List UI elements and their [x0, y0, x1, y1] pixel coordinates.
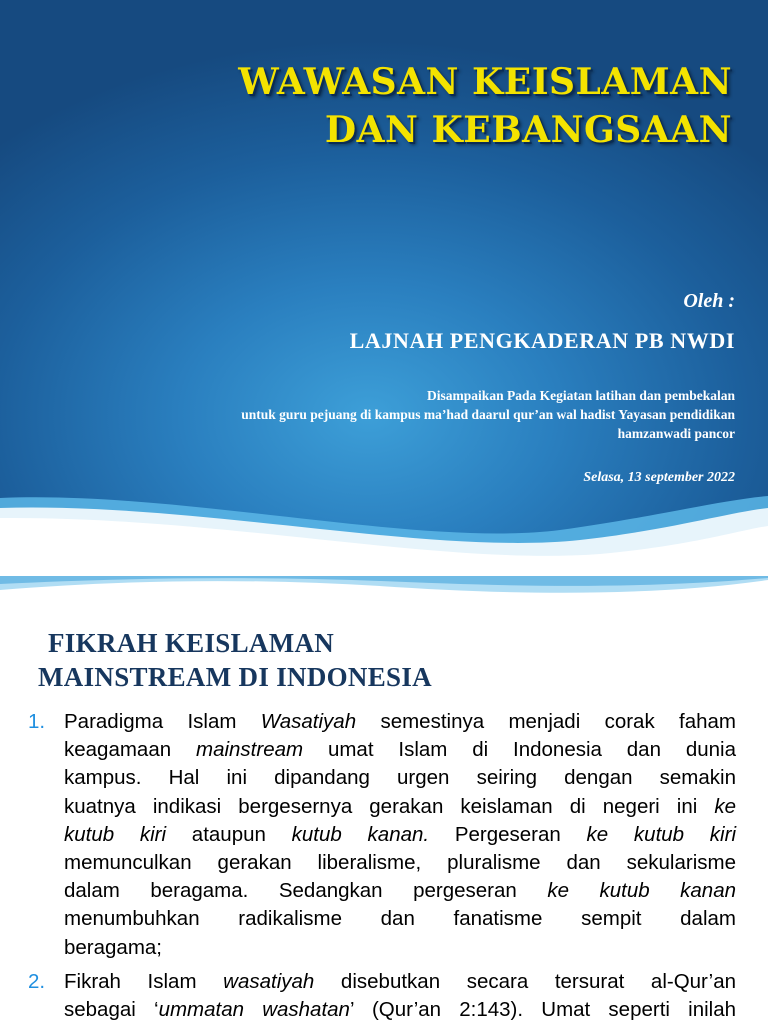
description-line-2: untuk guru pejuang di kampus ma’had daarul qur’an wal hadist Yayasan pendidikan: [241, 407, 735, 422]
italic-term: ke kutub kiri: [586, 822, 736, 846]
heading-line-1: FIKRAH KEISLAMAN: [48, 628, 335, 658]
decorative-swoosh: [0, 496, 768, 576]
list-line: kampus. Hal ini dipandang urgen seiring dengan semakin: [64, 766, 736, 790]
list-line: kuatnya indikasi bergesernya gerakan keislaman di negeri ini ke: [64, 794, 736, 818]
italic-term: ummatan washatan: [158, 998, 350, 1022]
list-line: dalam beragama. Sedangkan pergeseran ke kutub kanan: [64, 879, 736, 903]
italic-term: ke kutub kanan: [547, 879, 736, 903]
italic-term: wasatiyah: [223, 969, 315, 993]
list-line: Paradigma Islam Wasatiyah semestinya menjadi corak faham: [64, 710, 737, 733]
author-name: LAJNAH PENGKADERAN PB NWDI: [349, 328, 735, 353]
list-line: beragama;: [64, 935, 163, 959]
content-slide: [0, 576, 768, 1024]
decorative-wave: [0, 576, 768, 616]
event-description: [35, 386, 735, 443]
italic-term: ke: [714, 794, 736, 818]
list-line: kutub kiri ataupun kutub kanan. Pergeseran ke kutub kiri: [64, 822, 736, 846]
list-number: 2.: [28, 969, 46, 993]
italic-term: mainstream: [196, 738, 304, 762]
numbered-list: [28, 708, 736, 1024]
list-number: 1.: [28, 710, 46, 733]
list-line: Fikrah Islam wasatiyah disebutkan secara tersurat al-Qur’an: [64, 969, 737, 993]
section-heading: [38, 626, 432, 694]
italic-term: kutub kanan.: [291, 822, 430, 846]
description-line-3: hamzanwadi pancor: [617, 426, 735, 441]
title-line-2: DAN KEBANGSAAN: [324, 109, 732, 151]
list-line: memunculkan gerakan liberalisme, pluralisme dan sekularisme: [64, 851, 736, 875]
italic-term: kutub kiri: [64, 822, 167, 846]
description-line-1: Disampaikan Pada Kegiatan latihan dan pembekalan: [427, 388, 735, 403]
list-item: [28, 708, 736, 962]
title-line-1: WAWASAN KEISLAMAN: [238, 61, 732, 103]
oleh-label: Oleh :: [683, 290, 735, 312]
list-item: [28, 968, 736, 1024]
list-line: menumbuhkan radikalisme dan fanatisme sempit dalam: [64, 907, 736, 931]
slide-title: [132, 58, 732, 154]
list-line: keagamaan mainstream umat Islam di Indonesia dan dunia: [64, 738, 736, 762]
italic-term: Wasatiyah: [260, 710, 357, 733]
list-line: sebagai ‘ummatan washatan’ (Qur’an 2:143). Umat seperti inilah: [64, 998, 737, 1022]
heading-line-2: MAINSTREAM DI INDONESIA: [38, 662, 432, 692]
presentation-date: Selasa, 13 september 2022: [583, 470, 735, 485]
